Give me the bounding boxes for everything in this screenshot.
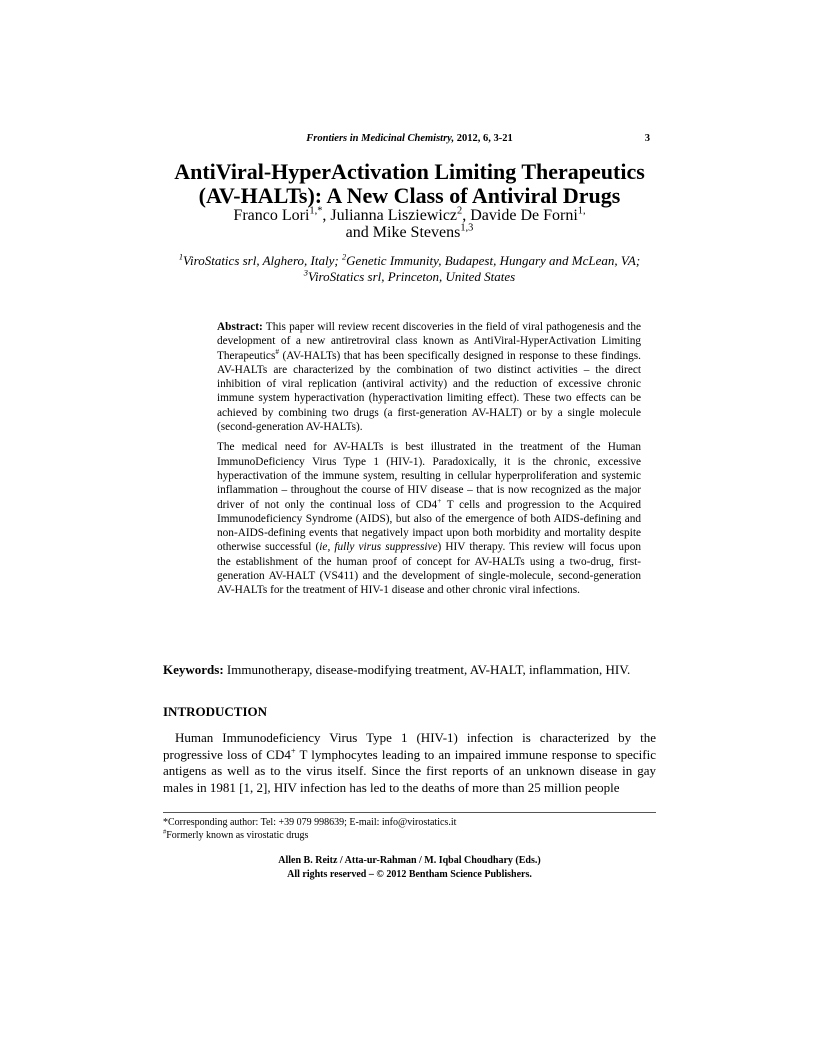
page-number: 3 [644, 133, 650, 144]
affiliation-mark: 2 [341, 251, 347, 262]
abstract-paragraph-2 [217, 440, 641, 597]
paper-title [163, 160, 656, 208]
section-heading: INTRODUCTION [163, 704, 268, 719]
author: , Julianna Lisziewicz [322, 207, 458, 224]
author: , Davide De Forni [462, 207, 578, 224]
keywords [163, 662, 656, 678]
abstract-text: This paper will review recent discoveries in the field of viral pathogenesis and the development of a new antiretroviral class known as AntiViral-HyperActivation Limiting Therapeutics [217, 321, 641, 362]
abstract-text: ie, fully virus suppressive [319, 541, 438, 554]
affiliation-mark: 1, [577, 205, 586, 217]
citation: 2012, 6, 3-21 [454, 133, 513, 144]
affiliation: Genetic Immunity, Budapest, Hungary and McLean, VA; [346, 253, 641, 268]
footnote-mark: # [163, 828, 167, 836]
affiliation-mark: 1 [178, 251, 184, 262]
corresponding-author-note: *Corresponding author: Tel: +39 079 998639; E-mail: info@virostatics.it [163, 817, 457, 828]
journal-name: Frontiers in Medicinal Chemistry, [306, 133, 455, 144]
publisher-footer [163, 854, 656, 882]
affiliation-mark: 3 [303, 267, 308, 278]
author: Franco Lori [233, 207, 310, 224]
title-line-2: (AV-HALTs): A New Class of Antiviral Drugs [198, 183, 621, 208]
affiliation: ViroStatics srl, Princeton, United States [307, 269, 516, 284]
footnote-text: Formerly known as virostatic drugs [166, 830, 309, 841]
author: and Mike Stevens [345, 224, 461, 241]
footnote-divider [163, 812, 656, 813]
superscript: + [290, 745, 296, 756]
affiliation-mark: 1,3 [460, 222, 474, 234]
body-text: T lymphocytes leading to an impaired immune response to specific antigens as well as to the virus itself. Since the first reports of an unknown disease in gay males in 1981 [1, 2], HIV infection has led to the deaths of more than 25 million people [163, 746, 657, 795]
keywords-text: Immunotherapy, disease-modifying treatment, AV-HALT, inflammation, HIV. [223, 662, 631, 677]
footnote-mark: # [275, 346, 280, 356]
superscript: + [437, 495, 442, 505]
affiliation-mark: 2 [457, 205, 463, 217]
abstract-label: Abstract: [217, 321, 263, 333]
footnote [163, 829, 656, 842]
abstract-text: (AV-HALTs) that has been specifically designed in response to these findings. AV-HALTs are characterized by the combination of two distinct activities – the direct inhibition of viral replication (antiviral activity) and the reduction of excessive chronic immune system hyperactivation (hyperactivation limiting effect). These two effects can be achieved by combining two drugs (a first-generation AV-HALT) or by a single molecule (second-generation AV-HALTs). [217, 349, 641, 434]
copyright: All rights reserved – © 2012 Bentham Science Publishers. [287, 869, 532, 880]
intro-paragraph [163, 730, 656, 796]
abstract-text: The medical need for AV-HALTs is best illustrated in the treatment of the Human ImmunoDeficiency Virus Type 1 (HIV-1). Paradoxically, it is the chronic, excessive hyperactivation of the immune system, resulting in cellular hyperproliferation and systemic inflammation – throughout the course of HIV disease – that is now recognized as the major driver of not only the continual loss of CD4 [217, 441, 641, 511]
abstract-text: T cells and progression to the Acquired Immunodeficiency Syndrome (AIDS), but also of the emergence of both AIDS-defining and non-AIDS-defining events that negatively impact upon both morbidity and mortality despite otherwise successful ( [217, 498, 642, 554]
affiliations [163, 253, 656, 285]
footnotes [163, 816, 656, 842]
keywords-label: Keywords: [163, 662, 224, 677]
abstract-text: ) HIV therapy. This review will focus upon the establishment of the human proof of concept for AV-HALTs using a two-drug, first-generation AV-HALT (VS411) and the development of single-molecule, second-generation AV-HALTs for the treatment of HIV-1 disease and other chronic viral infections. [217, 541, 641, 597]
authors [163, 207, 656, 241]
affiliation: ViroStatics srl, Alghero, Italy; [183, 253, 342, 268]
title-line-1: AntiViral-HyperActivation Limiting Therapeutics [174, 159, 645, 184]
body-text: Human Immunodeficiency Virus Type 1 (HIV-1) infection is characterized by the progressive loss of CD4 [163, 730, 656, 762]
abstract-paragraph-1 [217, 320, 641, 434]
editors: Allen B. Reitz / Atta-ur-Rahman / M. Iqbal Choudhary (Eds.) [278, 855, 541, 866]
affiliation-mark: 1,* [309, 205, 323, 217]
abstract [217, 320, 641, 604]
